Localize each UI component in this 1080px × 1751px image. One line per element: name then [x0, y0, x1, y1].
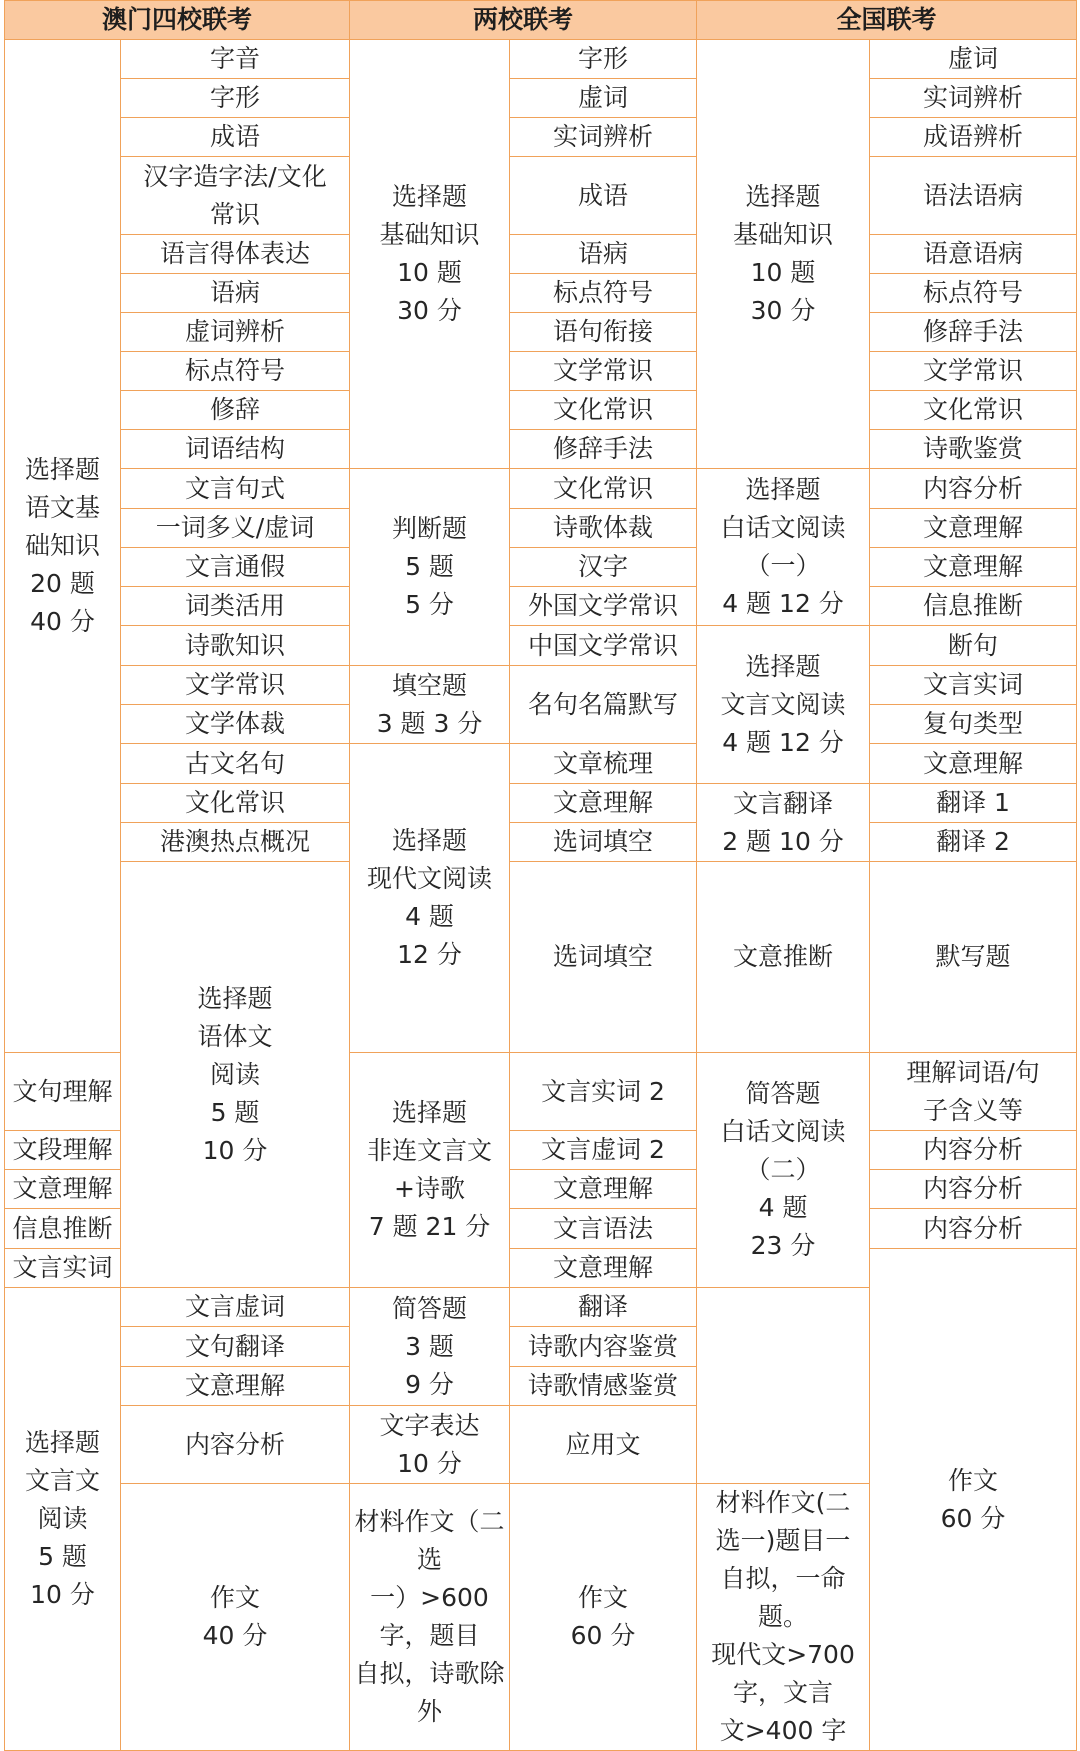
two-item: 文意推断 — [697, 862, 870, 1053]
macau-item: 文化常识 — [121, 784, 350, 823]
exam-comparison-table — [4, 0, 1077, 1751]
national-item: 理解词语/句 子含义等 — [870, 1053, 1077, 1131]
macau-item: 文意理解 — [5, 1170, 121, 1209]
national-section-vernacular-reading-1: 选择题 白话文阅读 （一） 4 题 12 分 — [697, 469, 870, 626]
macau-item: 词类活用 — [121, 587, 350, 626]
national-item: 实词辨析 — [870, 79, 1077, 118]
two-section-fill-blank: 填空题 3 题 3 分 — [350, 666, 510, 744]
two-item: 文章梳理 — [510, 744, 697, 784]
national-item: 文言实词 — [870, 666, 1077, 705]
national-item: 断句 — [870, 626, 1077, 666]
two-section-short-answer: 简答题 3 题 9 分 — [350, 1288, 510, 1406]
macau-item: 字音 — [121, 40, 350, 79]
macau-item: 词语结构 — [121, 430, 350, 469]
two-item: 语病 — [510, 235, 697, 274]
national-item: 文意理解 — [870, 548, 1077, 587]
two-item: 虚词 — [510, 79, 697, 118]
two-section-written-expression: 文字表达 10 分 — [350, 1406, 510, 1484]
national-item: 虚词 — [870, 40, 1077, 79]
national-section-classical-reading: 选择题 文言文阅读 4 题 12 分 — [697, 626, 870, 784]
two-item: 修辞手法 — [510, 430, 697, 469]
macau-section-basic-knowledge: 选择题 语文基 础知识 20 题 40 分 — [5, 40, 121, 1053]
national-item: 内容分析 — [870, 1131, 1077, 1170]
macau-item: 文学常识 — [121, 666, 350, 705]
macau-item: 材料作文（二选 一）>600 字，题目 自拟，诗歌除外 — [350, 1484, 510, 1751]
macau-item: 语言得体表达 — [121, 235, 350, 274]
macau-item: 文意理解 — [121, 1367, 350, 1406]
national-item: 语意语病 — [870, 235, 1077, 274]
national-item: 内容分析 — [870, 1209, 1077, 1249]
macau-item: 字形 — [121, 79, 350, 118]
macau-item: 港澳热点概况 — [121, 823, 350, 862]
header-two-schools: 两校联考 — [350, 1, 697, 40]
national-item: 翻译 2 — [870, 823, 1077, 862]
two-item: 诗歌体裁 — [510, 509, 697, 548]
national-item: 修辞手法 — [870, 313, 1077, 352]
two-item: 翻译 — [510, 1288, 697, 1327]
macau-item: 文学体裁 — [121, 705, 350, 744]
national-section-vernacular-reading-2: 简答题 白话文阅读 （二） 4 题 23 分 — [697, 1053, 870, 1288]
macau-item: 选词填空 — [510, 862, 697, 1053]
two-section-true-false: 判断题 5 题 5 分 — [350, 469, 510, 666]
macau-item: 文言句式 — [121, 469, 350, 509]
macau-item: 文言实词 — [5, 1249, 121, 1288]
macau-item: 修辞 — [121, 391, 350, 430]
macau-item: 虚词辨析 — [121, 313, 350, 352]
two-section-essay: 作文 60 分 — [510, 1484, 697, 1751]
national-item: 文学常识 — [870, 352, 1077, 391]
national-item: 内容分析 — [870, 1170, 1077, 1209]
national-item: 内容分析 — [870, 469, 1077, 509]
two-item: 选词填空 — [510, 823, 697, 862]
macau-item: 古文名句 — [121, 744, 350, 784]
two-item: 语句衔接 — [510, 313, 697, 352]
two-section-basic-knowledge: 选择题 基础知识 10 题 30 分 — [350, 40, 510, 469]
two-item: 汉字 — [510, 548, 697, 587]
national-item: 标点符号 — [870, 274, 1077, 313]
national-item: 翻译 1 — [870, 784, 1077, 823]
macau-item: 语病 — [121, 274, 350, 313]
two-item: 文学常识 — [510, 352, 697, 391]
macau-item: 文句翻译 — [121, 1327, 350, 1367]
national-item: 语法语病 — [870, 157, 1077, 235]
two-item: 应用文 — [510, 1406, 697, 1484]
national-item: 文化常识 — [870, 391, 1077, 430]
macau-item: 汉字造字法/文化 常识 — [121, 157, 350, 235]
national-item: 信息推断 — [870, 587, 1077, 626]
two-item: 材料作文(二 选一)题目一 自拟，一命题。 现代文>700 字，文言 文>400 字 — [697, 1484, 870, 1751]
macau-item: 标点符号 — [121, 352, 350, 391]
macau-item: 文言通假 — [121, 548, 350, 587]
two-item: 文意理解 — [510, 1249, 697, 1288]
macau-item: 成语 — [121, 118, 350, 157]
macau-item: 信息推断 — [5, 1209, 121, 1249]
macau-item: 诗歌知识 — [121, 626, 350, 666]
two-section-classical-poetry: 选择题 非连文言文 +诗歌 7 题 21 分 — [350, 1053, 510, 1288]
national-section-essay: 作文 60 分 — [870, 1249, 1077, 1751]
two-item: 文意理解 — [510, 784, 697, 823]
two-item: 文意理解 — [510, 1170, 697, 1209]
two-item: 中国文学常识 — [510, 626, 697, 666]
national-section-recitation: 默写题 — [870, 862, 1077, 1053]
macau-section-essay: 作文 40 分 — [121, 1484, 350, 1751]
two-section-modern-reading: 选择题 现代文阅读 4 题 12 分 — [350, 744, 510, 1053]
two-item: 字形 — [510, 40, 697, 79]
two-item: 诗歌情感鉴赏 — [510, 1367, 697, 1406]
two-item: 实词辨析 — [510, 118, 697, 157]
two-item: 文化常识 — [510, 469, 697, 509]
macau-section-vernacular-reading: 选择题 语体文 阅读 5 题 10 分 — [121, 862, 350, 1288]
macau-item: 文段理解 — [5, 1131, 121, 1170]
national-section-classical-translation: 文言翻译 2 题 10 分 — [697, 784, 870, 862]
national-item: 成语辨析 — [870, 118, 1077, 157]
national-item: 文意理解 — [870, 744, 1077, 784]
two-item: 成语 — [510, 157, 697, 235]
national-item: 文意理解 — [870, 509, 1077, 548]
two-item: 标点符号 — [510, 274, 697, 313]
macau-section-classical-reading: 选择题 文言文 阅读 5 题 10 分 — [5, 1288, 121, 1751]
two-item: 文化常识 — [510, 391, 697, 430]
two-item: 诗歌内容鉴赏 — [510, 1327, 697, 1367]
national-section-basic-knowledge: 选择题 基础知识 10 题 30 分 — [697, 40, 870, 469]
macau-item: 文句理解 — [5, 1053, 121, 1131]
national-item: 复句类型 — [870, 705, 1077, 744]
two-item: 文言实词 2 — [510, 1053, 697, 1131]
two-item: 文言虚词 2 — [510, 1131, 697, 1170]
macau-item: 一词多义/虚词 — [121, 509, 350, 548]
two-item: 外国文学常识 — [510, 587, 697, 626]
header-macau-four-schools: 澳门四校联考 — [5, 1, 350, 40]
macau-item: 内容分析 — [121, 1406, 350, 1484]
two-item: 名句名篇默写 — [510, 666, 697, 744]
macau-item: 文言虚词 — [121, 1288, 350, 1327]
two-item: 文言语法 — [510, 1209, 697, 1249]
national-item: 诗歌鉴赏 — [870, 430, 1077, 469]
header-national: 全国联考 — [697, 1, 1077, 40]
